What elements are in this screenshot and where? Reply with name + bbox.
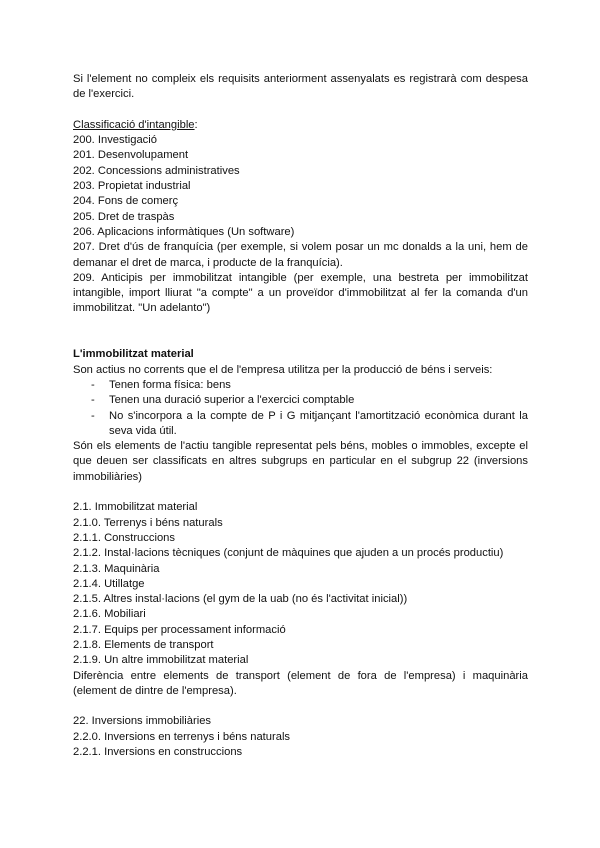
document-body (73, 72, 528, 760)
difference-paragraph: Diferència entre elements de transport (element de fora de l'empresa) i maquinària (element de dintre de l'empresa). (73, 669, 528, 697)
intangible-item: 203. Propietat industrial (73, 180, 191, 193)
investment-list-item: 2.2.0. Inversions en terrenys i béns naturals (73, 730, 291, 743)
intangible-item: 209. Anticipis per immobilitzat intangible (per exemple, una bestreta per immobilitzat intangible, import lliurat "a compte" a un proveïdor d'immobilitzat al fer la comanda d'un immobilitzat. "Un adelanto") (73, 271, 528, 315)
material-list-item: 2.1.5. Altres instal·lacions (el gym de la uab (no és l'activitat inicial)) (73, 593, 408, 606)
material-list-item: 2.1.8. Elements de transport (73, 638, 214, 651)
intangible-heading: Classificació d'intangible: (73, 118, 198, 131)
list-item: - Tenen forma física: bens (109, 378, 528, 393)
material-list-item: 2.1.2. Instal·lacions tècniques (conjunt de màquines que ajuden a un procés productiu) (73, 547, 504, 560)
intangible-item: 204. Fons de comerç (73, 195, 179, 208)
material-list-item: 2.1.1. Construccions (73, 531, 175, 544)
investment-list-item: 2.2.1. Inversions en construccions (73, 746, 243, 759)
investment-list-item: 22. Inversions immobiliàries (73, 715, 212, 728)
material-definition: Son actius no corrents que el de l'empresa utilitza per la producció de béns i serveis: (73, 363, 493, 376)
intangible-item: 201. Desenvolupament (73, 149, 189, 162)
material-list-item: 2.1.6. Mobiliari (73, 608, 146, 621)
intro-paragraph: Si l'element no compleix els requisits anteriorment assenyalats es registrarà com despesa de l'exercici. (73, 73, 528, 101)
intangible-item: 200. Investigació (73, 134, 157, 147)
list-item: - No s'incorpora a la compte de P i G mitjançant l'amortització econòmica durant la seva vida útil. (109, 409, 528, 440)
intangible-item: 202. Concessions administratives (73, 164, 240, 177)
material-list-item: 2.1.3. Maquinària (73, 562, 160, 575)
intangible-item: 205. Dret de traspàs (73, 210, 175, 223)
material-list-item: 2.1.4. Utillatge (73, 577, 145, 590)
material-list-item: 2.1.7. Equips per processament informació (73, 623, 286, 636)
intangible-item: 207. Dret d'ús de franquícia (per exemple, si volem posar un mc donalds a la uni, hem de demanar el dret de marca, i producte de la franquícia). (73, 241, 528, 269)
list-item: - Tenen una duració superior a l'exercici comptable (109, 393, 528, 408)
material-elements-paragraph: Són els elements de l'actiu tangible representat pels béns, mobles o immobles, excepte el que deuen ser classificats en altres subgrups en particular en el subgrup 22 (inversions immobiliàries) (73, 440, 528, 483)
intangible-item: 206. Aplicacions informàtiques (Un software) (73, 225, 295, 238)
material-heading: L'immobilitzat material (73, 348, 194, 361)
material-list-item: 2.1.9. Un altre immobilitzat material (73, 654, 249, 667)
material-characteristics-list (73, 378, 528, 439)
material-list-item: 2.1.0. Terrenys i béns naturals (73, 516, 223, 529)
intangible-heading-text: Classificació d'intangible (73, 118, 195, 131)
material-list-item: 2.1. Immobilitzat material (73, 501, 198, 514)
